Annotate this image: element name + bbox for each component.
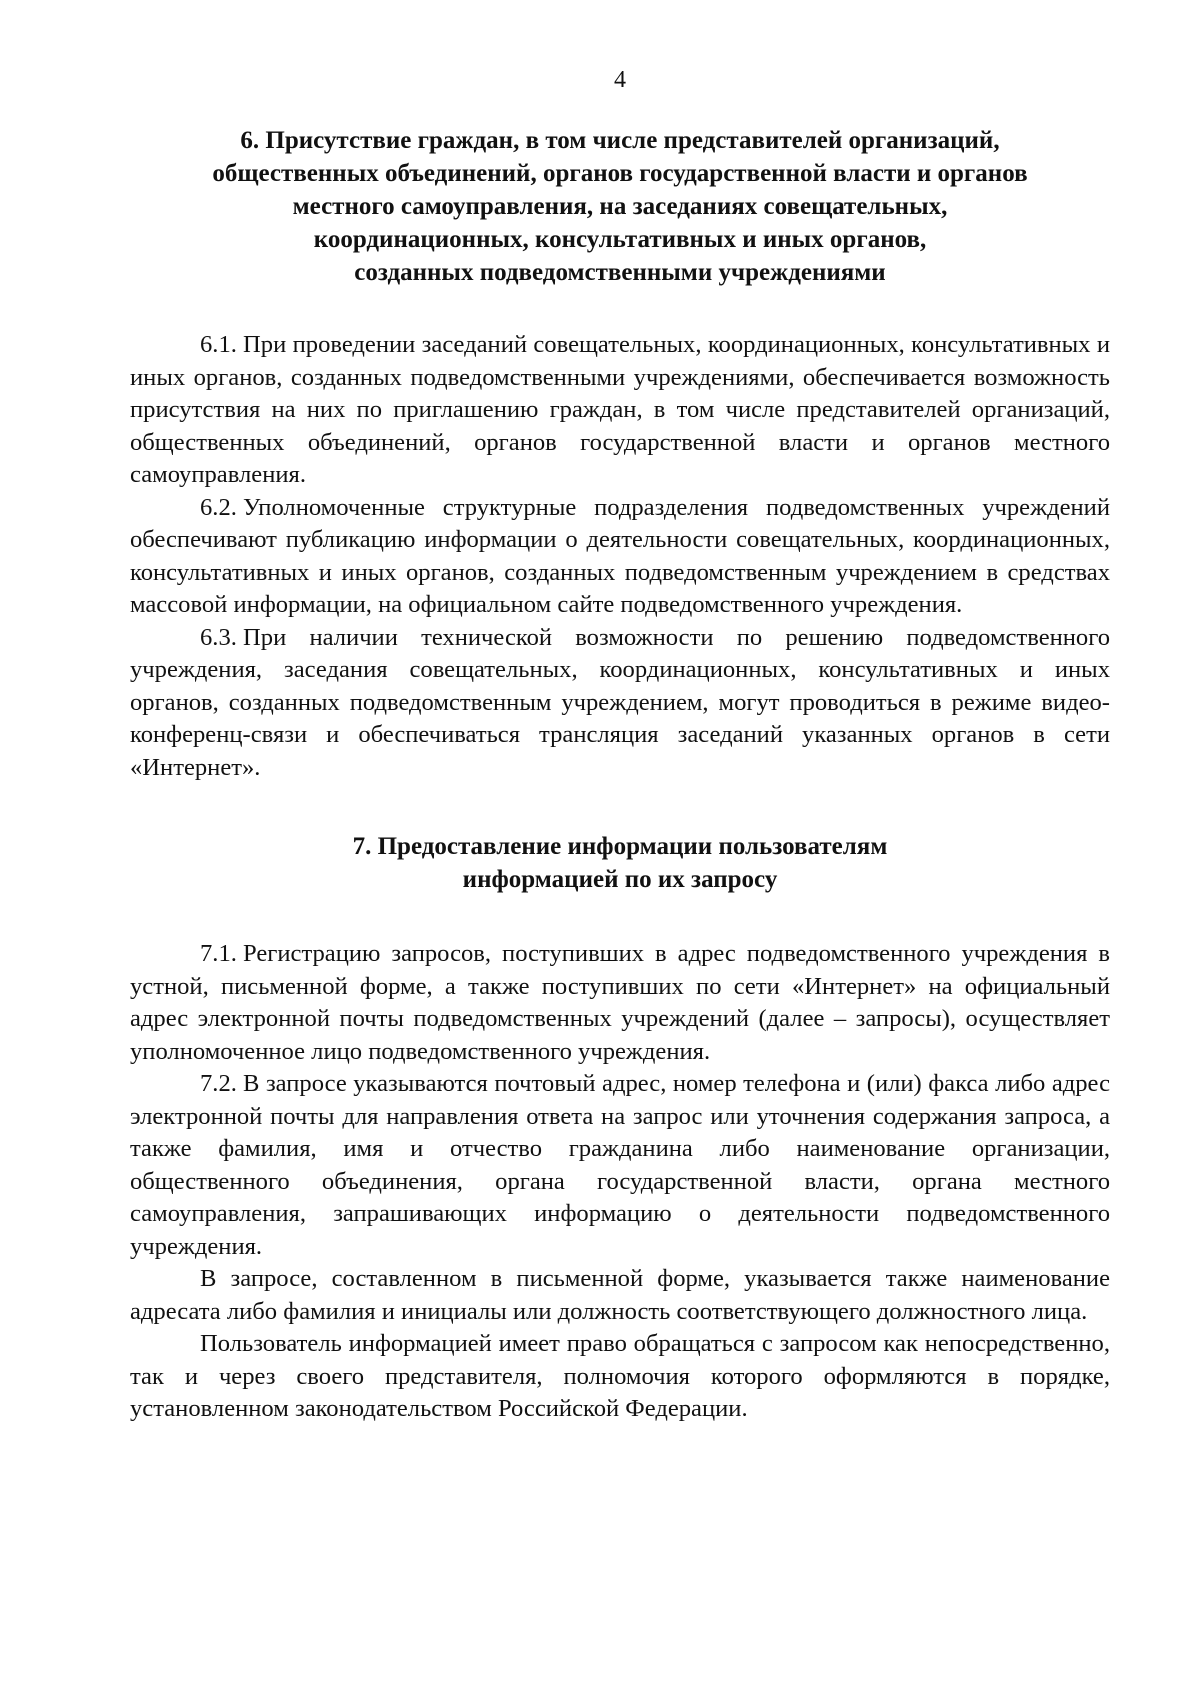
heading-line: местного самоуправления, на заседаниях совещательных, [292, 193, 948, 220]
clause-number: 7.2. [200, 1070, 237, 1097]
clause-7-1 [130, 938, 1110, 1068]
clause-7-2 [130, 1068, 1110, 1263]
heading-line: 6. Присутствие граждан, в том числе представителей организаций, [240, 127, 1000, 154]
clause-6-1 [130, 329, 1110, 492]
clause-text: При наличии технической возможности по решению подведомственного учреждения, заседания совещательных, координационных, консультативных и иных органов, созданных подведомственным учреждением, могут проводиться в режиме видео-конференц-связи и обеспечиваться трансляция заседаний указанных органов в сети «Интернет». [130, 623, 1110, 781]
page-number: 4 [614, 67, 626, 93]
clause-text: В запросе указываются почтовый адрес, номер телефона и (или) факса либо адрес электронной почты для направления ответа на запрос или уточнения содержания запроса, а также фамилия, имя и отчество гражданина либо наименование организации, общественного объединения, органа государственной власти, органа местного самоуправления, запрашивающих информацию о деятельности подведомственного учреждения. [130, 1070, 1110, 1260]
paragraph-written-request: В запросе, составленном в письменной форме, указывается также наименование адресата либо фамилия и инициалы или должность соответствующего должностного лица. [130, 1265, 1110, 1325]
heading-line: 7. Предоставление информации пользователям [352, 833, 888, 860]
clause-number: 7.1. [200, 940, 237, 967]
section-7-heading [130, 830, 1110, 896]
clause-6-2 [130, 492, 1110, 622]
clause-number: 6.1. [200, 331, 237, 358]
heading-line: координационных, консультативных и иных органов, [313, 226, 927, 253]
clause-text: Уполномоченные структурные подразделения подведомственных учреждений обеспечивают публикацию информации о деятельности совещательных, координационных, консультативных и иных органов, созданных подведомственным учреждением в средствах массовой информации, на официальном сайте подведомственного учреждения. [130, 493, 1110, 618]
section-6-heading [130, 124, 1110, 289]
paragraph-user-rights: Пользователь информацией имеет право обращаться с запросом как непосредственно, так и через своего представителя, полномочия которого оформляются в порядке, установленном законодательством Российской Федерации. [130, 1330, 1110, 1422]
heading-line: созданных подведомственными учреждениями [354, 259, 886, 286]
heading-line: общественных объединений, органов государственной власти и органов [212, 160, 1028, 187]
clause-number: 6.3. [200, 623, 237, 651]
clause-text: При проведении заседаний совещательных, координационных, консультативных и иных органов, созданных подведомственными учреждениями, обеспечивается возможность присутствия на них по приглашению граждан, в том числе представителей организаций, общественных объединений, органов государственной власти и органов местного самоуправления. [130, 331, 1110, 488]
document-page [130, 66, 1110, 1426]
clause-6-3 [130, 622, 1110, 785]
clause-number: 6.2. [200, 493, 237, 521]
heading-line: информацией по их запросу [462, 866, 778, 893]
clause-text: Регистрацию запросов, поступивших в адрес подведомственного учреждения в устной, письменной форме, а также поступивших по сети «Интернет» на официальный адрес электронной почты подведомственных учреждений (далее – запросы), осуществляет уполномоченное лицо подведомственного учреждения. [130, 940, 1110, 1065]
